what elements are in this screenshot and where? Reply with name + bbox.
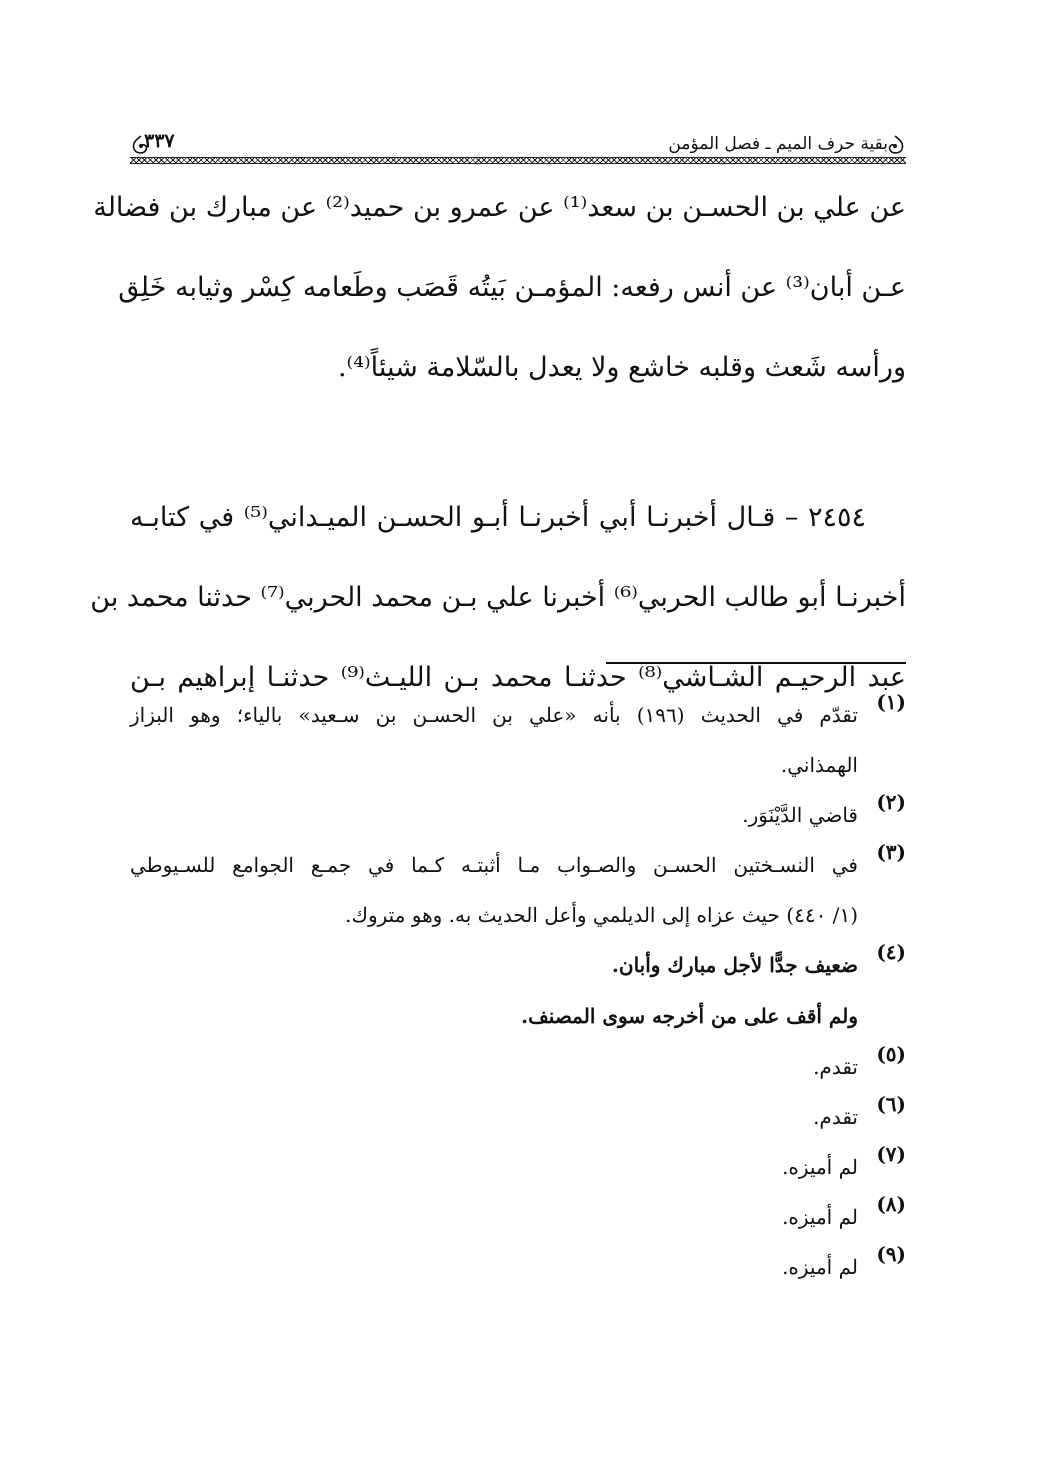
ornament-left-icon [130, 134, 152, 156]
footnote-8 [130, 1192, 906, 1242]
footnote-number: (٦) [876, 1092, 906, 1116]
footnote-text: (١/ ٤٤٠) حيث عزاه إلى الديلمي وأعل الحديث به. وهو متروك. [345, 903, 858, 927]
footnote-7 [130, 1142, 906, 1192]
footnote-4-addition: ولم أقف على من أخرجه سوى المصنف. [521, 1004, 858, 1028]
header-rule [130, 157, 906, 164]
footnote-2 [130, 790, 906, 840]
text-line: عبد الرحيـم الشـاشي⁽⁸⁾ حدثنـا محمد بـن الليـث⁽⁹⁾ حدثنـا إبراهيم بـن [130, 662, 906, 693]
footnote-number: (٧) [876, 1142, 906, 1166]
footnote-number: (٩) [876, 1242, 906, 1266]
page-number: ٣٣٧ [144, 130, 175, 152]
footnote-4 [130, 940, 906, 990]
footnote-text: تقدم. [813, 1105, 858, 1129]
footnote-text: في النسـختين الحسـن والصـواب مـا أثبتـه كـما في جمـع الجوامع للسـيوطي [130, 853, 858, 877]
footnote-number: (٥) [876, 1042, 906, 1066]
text-line: أخبرنـا أبو طالب الحربي⁽⁶⁾ أخبرنا علي بـن محمد الحربي⁽⁷⁾ حدثنا محمد بن [90, 582, 906, 613]
footnote-1 [130, 690, 906, 790]
text-line: عـن أبان⁽³⁾ عن أنس رفعه: المؤمـن بَيتُه قَصَب وطَعامه كِسْر وثيابه خَلِق [118, 272, 906, 303]
footnote-text: تقدم. [813, 1055, 858, 1079]
footnote-6 [130, 1092, 906, 1142]
footnote-text: تقدّم في الحديث (١٩٦) بأنه «علي بن الحسـن بن سـعيد» بالياء؛ وهو البزاز [130, 703, 858, 727]
text-line: ورأسه شَعث وقلبه خاشع ولا يعدل بالسّلامة شيئاً⁽⁴⁾. [337, 352, 906, 383]
running-header [130, 128, 906, 164]
footnote-text: قاضي الدَّيْنَوَر. [742, 803, 858, 827]
text-line: عن علي بن الحسـن بن سعد⁽¹⁾ عن عمرو بن حميد⁽²⁾ عن مبارك بن فضالة [93, 192, 906, 223]
hadith-number-line: ٢٤٥٤ – قـال أخبرنـا أبي أخبرنـا أبـو الحسـن الميـداني⁽⁵⁾ في كتابـه [130, 502, 866, 533]
footnote-text: ضعيف جدًّا لأجل مبارك وأبان. [611, 953, 858, 977]
main-text [90, 178, 906, 728]
footnote-text: لم أميزه. [782, 1155, 858, 1179]
footnote-number: (٤) [876, 940, 906, 964]
footnote-9 [130, 1242, 906, 1292]
footnote-text: الهمذاني. [780, 753, 858, 777]
footnote-number: (١) [876, 690, 906, 714]
footnote-number: (٣) [876, 840, 906, 864]
footnote-separator [606, 662, 906, 664]
footnote-5 [130, 1042, 906, 1092]
footnote-number: (٢) [876, 790, 906, 814]
footnote-number: (٨) [876, 1192, 906, 1216]
footnote-text: لم أميزه. [782, 1255, 858, 1279]
footnotes [130, 690, 906, 1292]
footnote-3 [130, 840, 906, 940]
footnote-text: لم أميزه. [782, 1205, 858, 1229]
header-title: بقية حرف الميم ـ فصل المؤمن [668, 134, 888, 154]
